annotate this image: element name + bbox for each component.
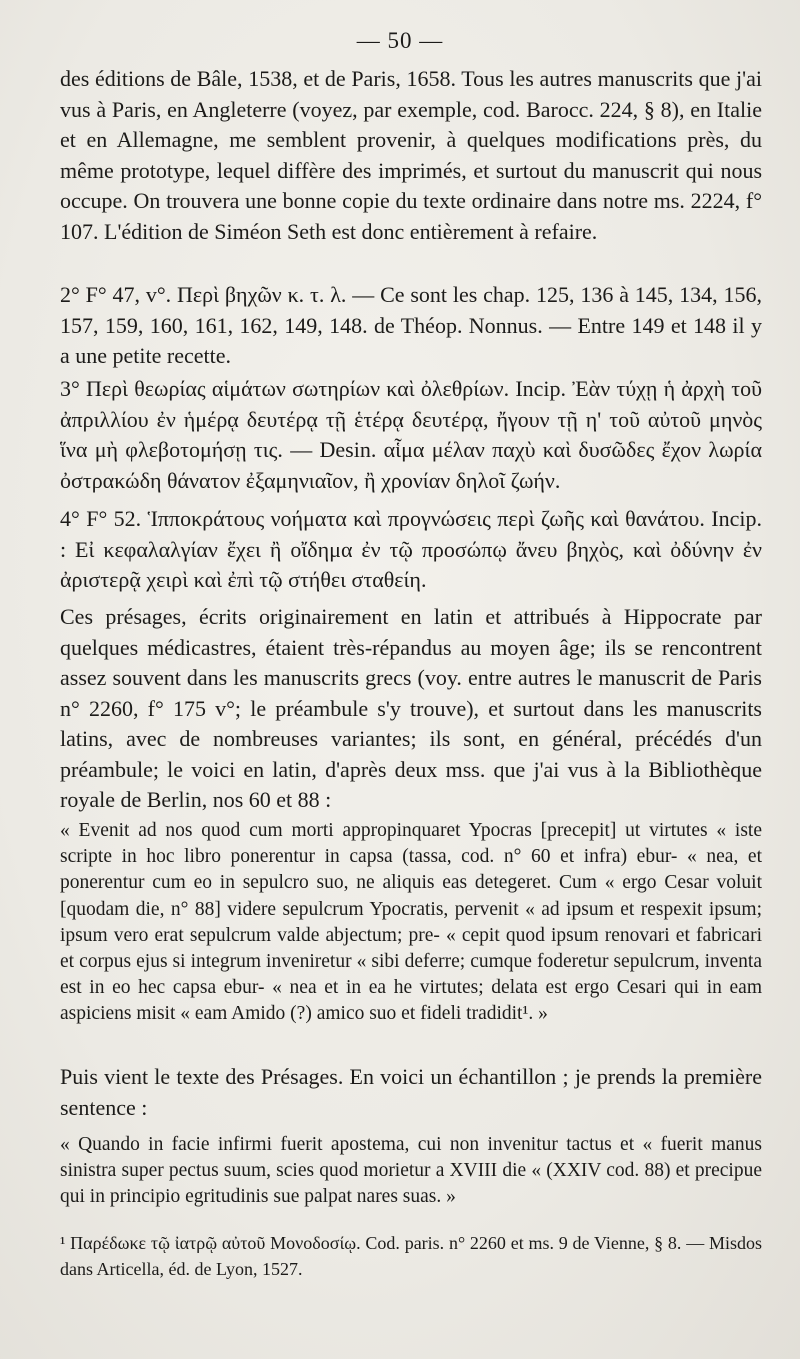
- paragraph-sample: Puis vient le texte des Présages. En voici un échantillon ; je prends la première sentence :: [60, 1064, 762, 1120]
- latin-quote-preamble: « Evenit ad nos quod cum morti appropinquaret Ypocras [precepit] ut virtutes « iste scripte in hoc libro ponerentur in capsa (tassa, cod. n° 60 et infra) ebur- « nea, et ponerentur cum eo in sepulcro suo, ne aliquis eas detegeret. Cum « ergo Cesar voluit [quodam die, n° 88] videre sepulcrum Ypocratis, pervenit « ad ipsum et respexit ipsum; ipsum vero erat sepulcrum valde abjectum; pre- « cepit quod ipsum renovari et fabricari et corpus ejus si integrum inveniretur « sibi deferre; cumque foderetur sepulcrum, inventa est in eo hec capsa ebur- « nea et in ea he virtutes; delata est ergo Cesari qui in eam aspiciens misit « eam Amido (?) amico suo et fideli tradidit¹. »: [60, 820, 762, 1025]
- paragraph-item-3: 3° Περὶ θεωρίας αἱμάτων σωτηρίων καὶ ὀλεθρίων. Incip. Ἐὰν τύχῃ ἡ ἀρχὴ τοῦ ἀπριλλίου ἐν ἡμέρᾳ δευτέρᾳ τῇ ἑτέρᾳ δευτέρᾳ, ἤγουν τῇ η' τοῦ αὐτοῦ μηνὸς ἵνα μὴ φλεβοτομήσῃ τις. — Desin. αἷμα μέλαν παχὺ καὶ δυσῶδες ἔχον λωρία ὀστρακώδη θάνατον ἐξαμηνιαῖον, ἢ χρονίαν δηλοῖ ζωήν.: [60, 376, 762, 493]
- latin-quote-sentence: « Quando in facie infirmi fuerit apostema, cui non invenitur tactus et « fuerit manus sinistra super pectus suum, scies quod morietur a XVIII die « (XXIV cod. 88) et precipue qui in principio egritudinis sue palpat nares suas. »: [60, 1134, 762, 1208]
- paragraph-presages: Ces présages, écrits originairement en latin et attribués à Hippocrate par quelques médicastres, étaient très-répandus au moyen âge; ils se rencontrent assez souvent dans les manuscrits grecs (voy. entre autres le manuscrit de Paris n° 2260, f° 175 v°; le préambule s'y trouve), et surtout dans les manuscrits latins, avec de nombreuses variantes; ils sont, en général, précédés d'un préambule; le voici en latin, d'après deux mss. que j'ai vus à la Bibliothèque royale de Berlin, nos 60 et 88 :: [60, 604, 762, 812]
- paragraph-item-2: 2° F° 47, v°. Περὶ βηχῶν κ. τ. λ. — Ce sont les chap. 125, 136 à 145, 134, 156, 157, 159, 160, 161, 162, 149, 148. de Théop. Nonnus. — Entre 149 et 148 il y a une petite recette.: [60, 282, 762, 368]
- page-number: — 50 —: [356, 28, 444, 53]
- paragraph-editions: des éditions de Bâle, 1538, et de Paris, 1658. Tous les autres manuscrits que j'ai vus à Paris, en Angleterre (voyez, par exemple, cod. Barocc. 224, § 8), en Italie et en Allemagne, me semblent provenir, à quelques modifications près, du même prototype, lequel diffère des imprimés, et surtout du manuscrit qui nous occupe. On trouvera une bonne copie du texte ordinaire dans notre ms. 2224, f° 107. L'édition de Siméon Seth est donc entièrement à refaire.: [60, 66, 762, 244]
- footnote: ¹ Παρέδωκε τῷ ἰατρῷ αὐτοῦ Μονοδοσίῳ. Cod. paris. n° 2260 et ms. 9 de Vienne, § 8. — Misdos dans Articella, éd. de Lyon, 1527.: [60, 1233, 762, 1279]
- paragraph-item-4: 4° F° 52. Ἱπποκράτους νοήματα καὶ προγνώσεις περὶ ζωῆς καὶ θανάτου. Incip. : Εἰ κεφαλαλγίαν ἔχει ἢ οἴδημα ἐν τῷ προσώπῳ ἄνευ βηχὸς, καὶ ὀδύνην ἐν ἀριστερᾷ χειρὶ καὶ ἐπὶ τῷ στήθει σταθείη.: [60, 506, 762, 592]
